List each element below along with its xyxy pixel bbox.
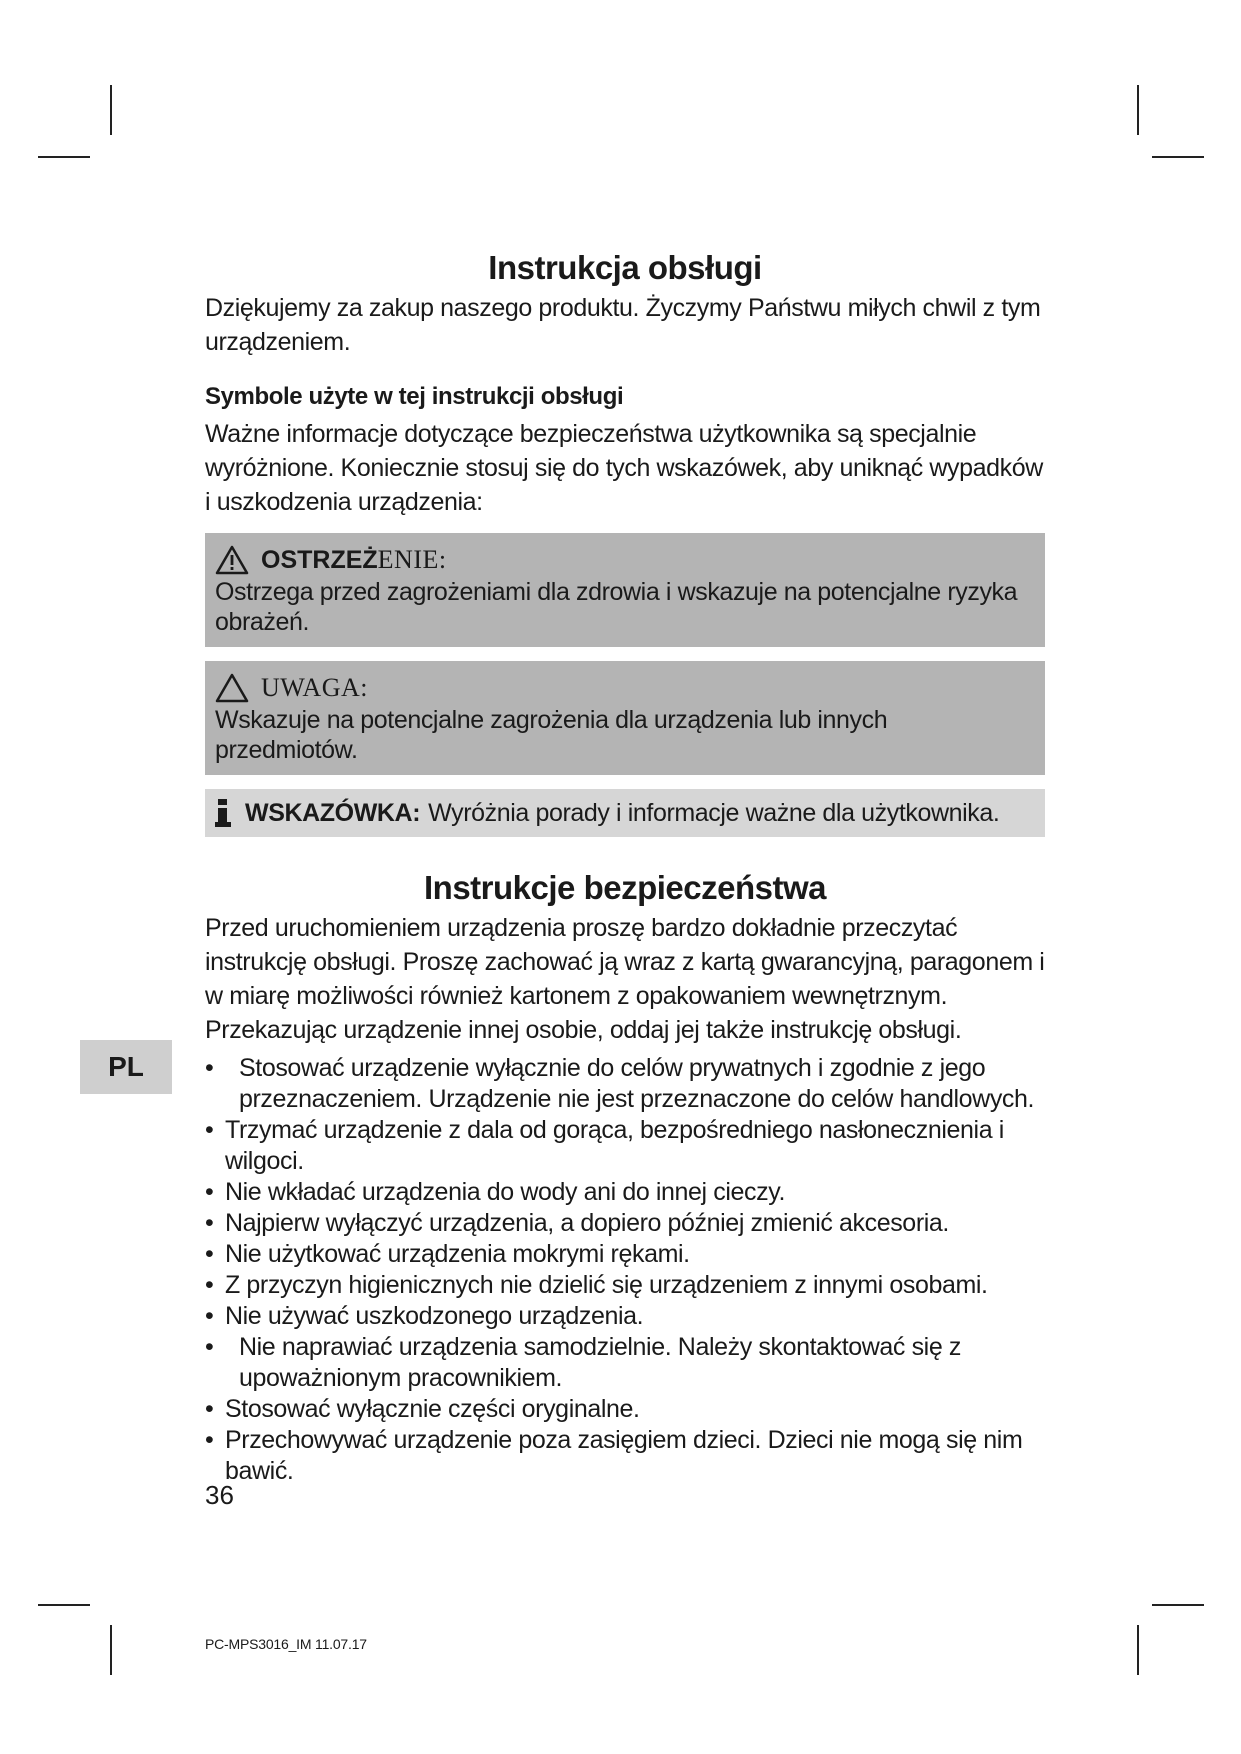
crop-mark xyxy=(110,1625,112,1675)
safety-list xyxy=(205,1053,1045,1487)
list-item: • Najpierw wyłączyć urządzenia, a dopiero później zmienić akcesoria. xyxy=(205,1208,1045,1239)
safety-intro: Przed uruchomieniem urządzenia proszę bardzo dokładnie przeczytać instrukcję obsługi. Proszę zachować ją wraz z kartą gwarancyjną, paragonem i w miarę możliwości również kartonem z opakowaniem wewnętrznym. Przekazując urządzenie innej osobie, oddaj jej także instrukcję obsługi. xyxy=(205,914,1045,1044)
list-item: • Trzymać urządzenie z dala od gorąca, bezpośredniego nasłonecznienia i wilgoci. xyxy=(205,1115,1045,1177)
list-item: • Nie użytkować urządzenia mokrymi rękami. xyxy=(205,1239,1045,1270)
language-tab xyxy=(80,1040,172,1094)
note-box xyxy=(205,789,1045,837)
page-number: 36 xyxy=(205,1480,234,1510)
list-item: • Przechowywać urządzenie poza zasięgiem dzieci. Dzieci nie mogą się nim bawić. xyxy=(205,1425,1045,1487)
list-item: • Nie używać uszkodzonego urządzenia. xyxy=(205,1301,1045,1332)
crop-mark xyxy=(1137,1625,1139,1675)
caution-label: UWAGA: xyxy=(261,673,368,702)
list-item: • Nie naprawiać urządzenia samodzielnie. Należy skontaktować się z upoważnionym pracownikiem. xyxy=(205,1332,1045,1394)
list-item: • Stosować wyłącznie części oryginalne. xyxy=(205,1394,1045,1425)
symbols-text: Ważne informacje dotyczące bezpieczeństwa użytkownika są specjalnie wyróżnione. Koniecznie stosuj się do tych wskazówek, aby uniknąć wypadków i uszkodzenia urządzenia: xyxy=(205,420,1043,516)
manual-title: Instrukcja obsługi xyxy=(488,249,762,286)
crop-mark xyxy=(1137,85,1139,135)
crop-mark xyxy=(1152,1604,1204,1606)
list-item: • Nie wkładać urządzenia do wody ani do innej cieczy. xyxy=(205,1177,1045,1208)
crop-mark xyxy=(38,156,90,158)
crop-mark xyxy=(1152,156,1204,158)
note-label: WSKAZÓWKA: xyxy=(245,799,421,827)
warning-label-bold: OSTRZEŻ xyxy=(261,546,378,574)
caution-triangle-icon xyxy=(215,673,249,703)
crop-mark xyxy=(38,1604,90,1606)
list-item: • Stosować urządzenie wyłącznie do celów prywatnych i zgodnie z jego przeznaczeniem. Urządzenie nie jest przeznaczone do celów handlowych. xyxy=(205,1053,1045,1115)
info-icon xyxy=(215,798,231,828)
language-label: PL xyxy=(108,1051,144,1082)
warning-text: Ostrzega przed zagrożeniami dla zdrowia i wskazuje na potencjalne ryzyka obrażeń. xyxy=(215,578,1018,636)
warning-label-rest: ENIE: xyxy=(377,545,447,574)
intro-text: Dziękujemy za zakup naszego produktu. Życzymy Państwu miłych chwil z tym urządzeniem. xyxy=(205,294,1041,356)
crop-mark xyxy=(110,85,112,135)
caution-box xyxy=(205,661,1045,775)
note-text: Wyróżnia porady i informacje ważne dla użytkownika. xyxy=(428,799,1000,827)
symbols-heading: Symbole użyte w tej instrukcji obsługi xyxy=(205,383,624,410)
list-item: • Z przyczyn higienicznych nie dzielić się urządzeniem z innymi osobami. xyxy=(205,1270,1045,1301)
document-code: PC-MPS3016_IM 11.07.17 xyxy=(205,1636,367,1652)
warning-triangle-icon xyxy=(215,545,249,575)
safety-title: Instrukcje bezpieczeństwa xyxy=(424,869,826,906)
caution-text: Wskazuje na potencjalne zagrożenia dla urządzenia lub innych przedmiotów. xyxy=(215,706,888,764)
page-content xyxy=(205,245,1045,1487)
warning-box xyxy=(205,533,1045,647)
